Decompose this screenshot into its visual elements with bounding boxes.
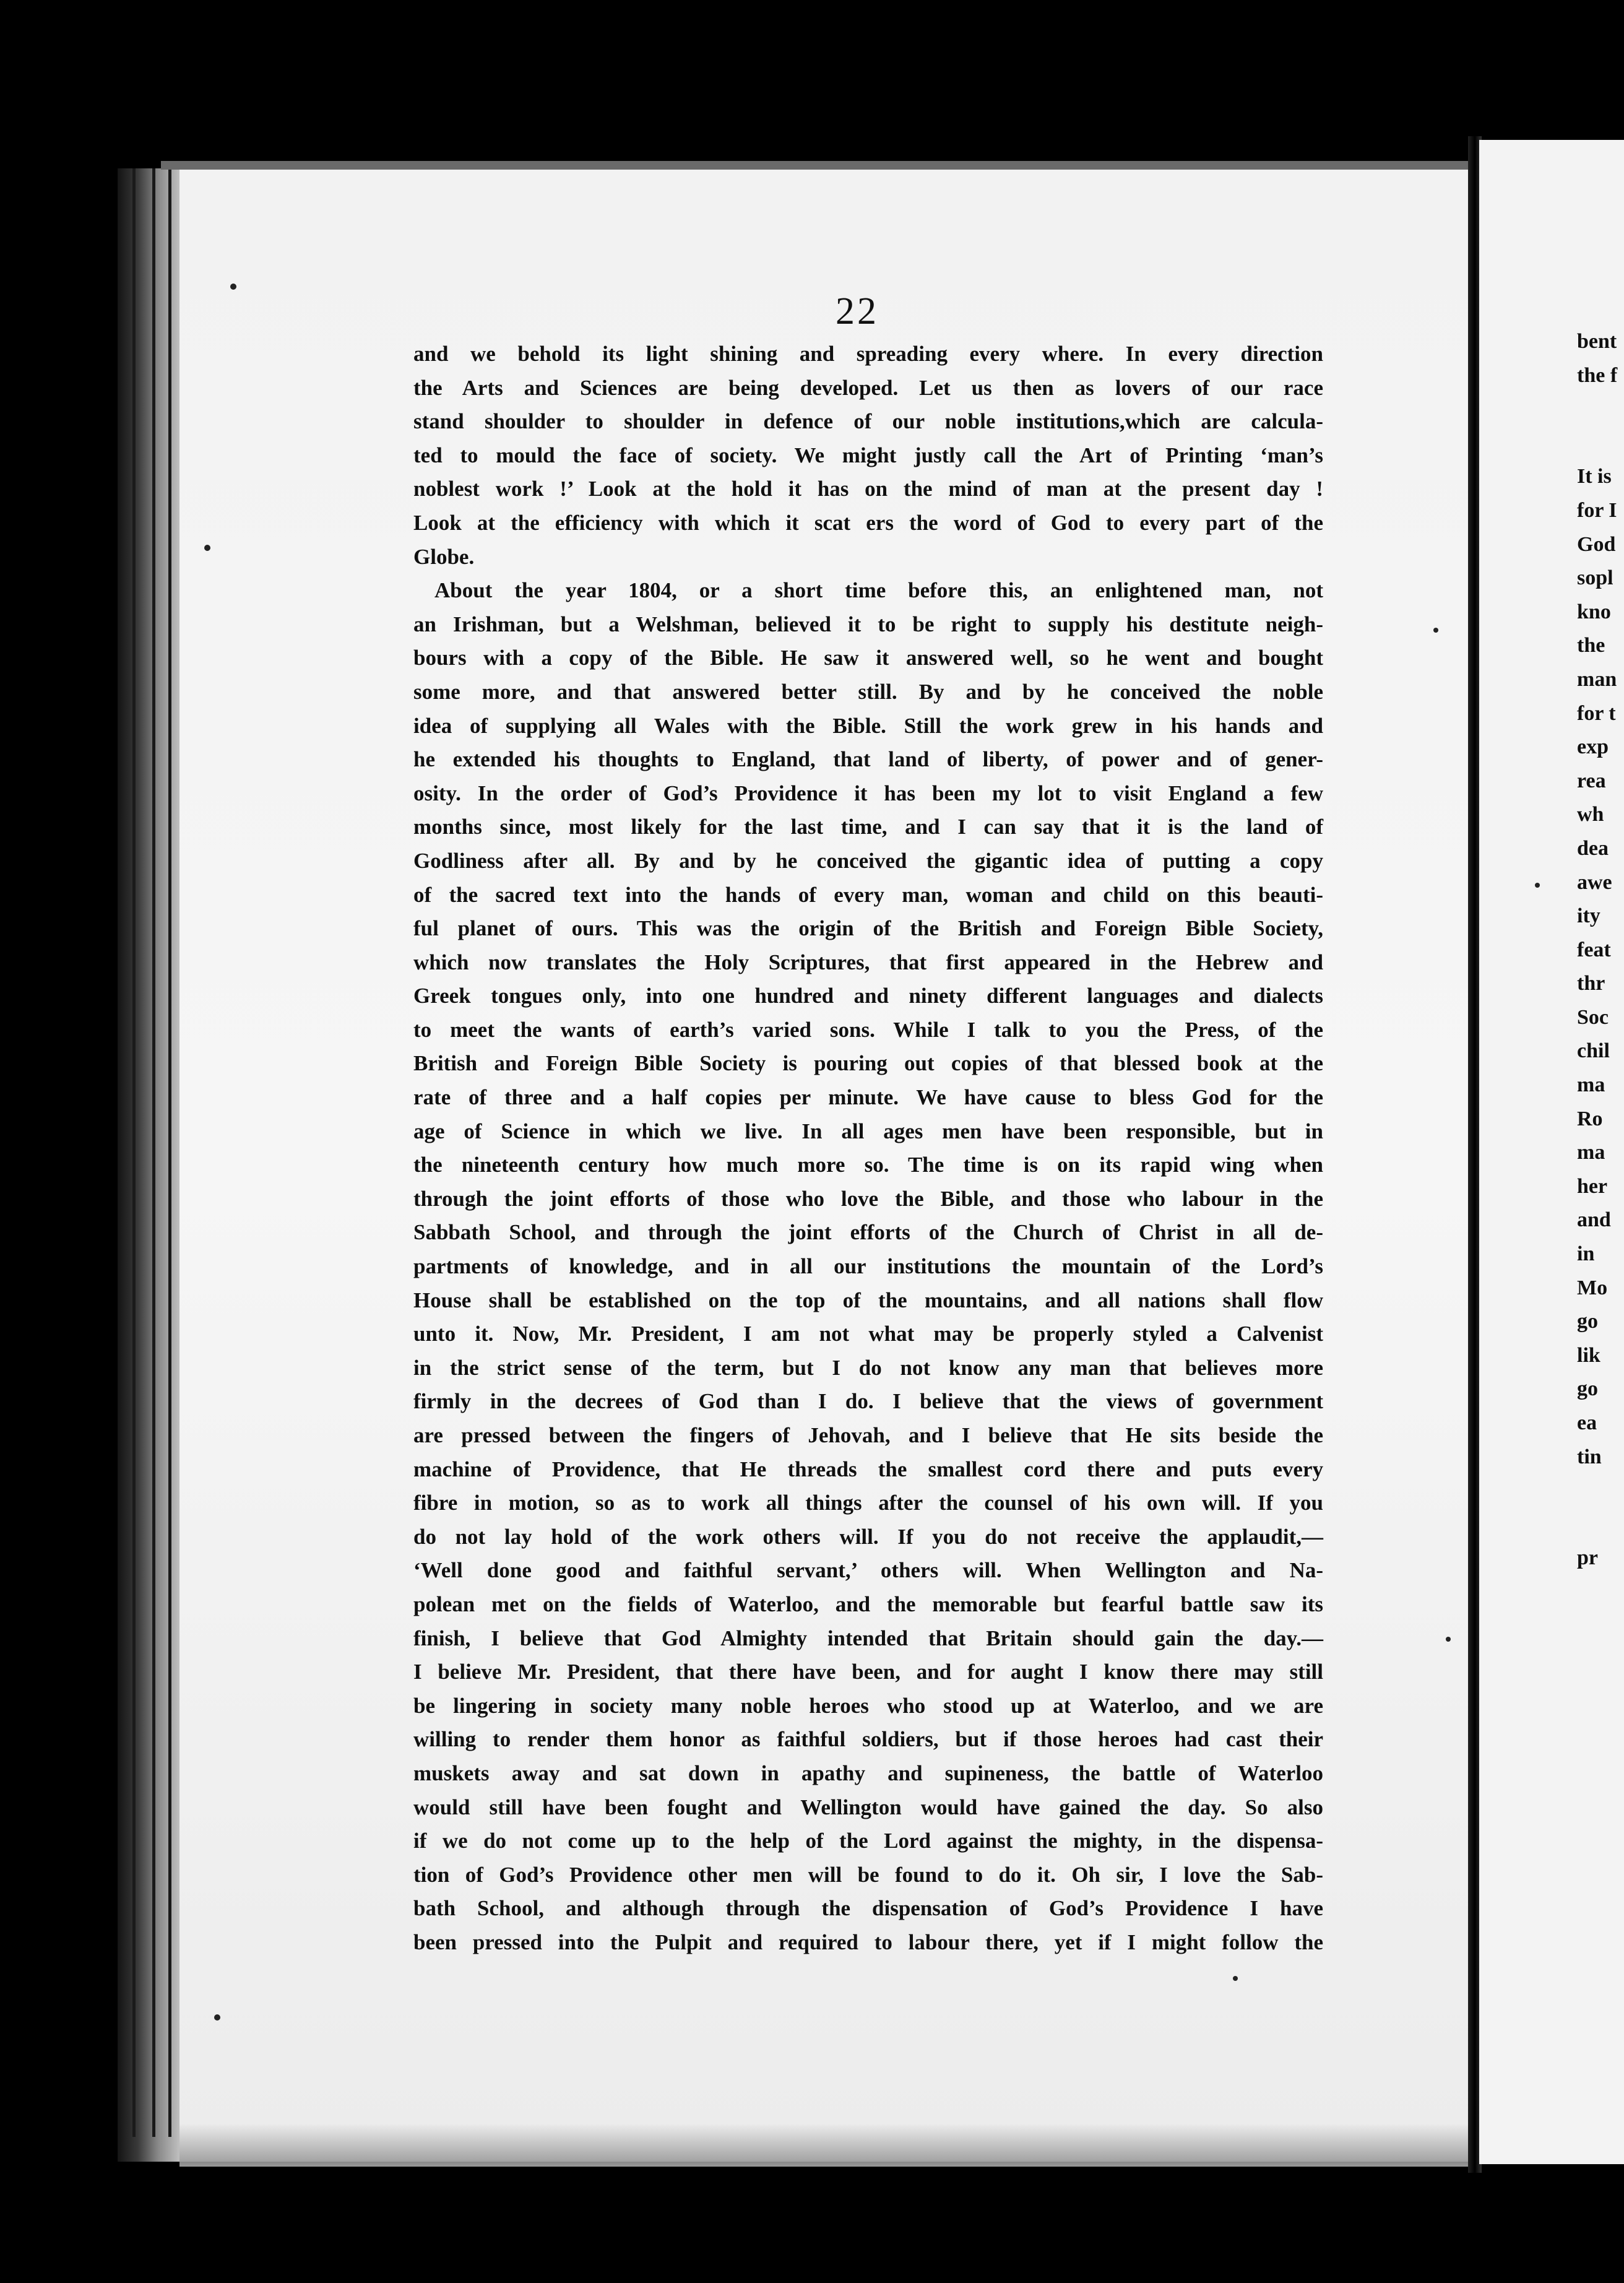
text-line: British and Foreign Bible Society is pouring out copies of that blessed book at the <box>413 1051 1323 1076</box>
text-line: unto it. Now, Mr. President, I am not what may be properly styled a Calvenist <box>413 1322 1323 1346</box>
right-page-text-line: Ro <box>1577 1107 1603 1130</box>
text-line: bours with a copy of the Bible. He saw it answered well, so he went and bought <box>413 646 1323 670</box>
text-line: osity. In the order of God’s Providence it has been my lot to visit England a few <box>413 781 1323 805</box>
text-line: in the strict sense of the term, but I do not know any man that believes more <box>413 1355 1323 1380</box>
right-page-text-line: ma <box>1577 1141 1605 1164</box>
text-line: age of Science in which we live. In all ages men have been responsible, but in <box>413 1119 1323 1143</box>
right-page-text-line: chil <box>1577 1039 1610 1063</box>
right-page-text-line: lik <box>1577 1343 1600 1367</box>
text-line: the Arts and Sciences are being developed. Let us then as lovers of our race <box>413 375 1323 400</box>
right-page-text-line <box>1577 1508 1624 1542</box>
text-line: ted to mould the face of society. We might justly call the Art of Printing ‘man’s <box>413 443 1323 467</box>
right-page-text-line: awe <box>1577 870 1612 894</box>
right-page-text-line <box>1577 1474 1624 1508</box>
right-page-text-line: feat <box>1577 938 1611 961</box>
text-line: ‘Well done good and faithful servant,’ others will. When Wellington and Na- <box>413 1558 1323 1583</box>
text-line: noblest work !’ Look at the hold it has on the mind of man at the present day ! <box>413 477 1323 501</box>
text-line: of the sacred text into the hands of every man, woman and child on this beauti- <box>413 882 1323 907</box>
text-line: fibre in motion, so as to work all things after the counsel of his own will. If you <box>413 1491 1323 1515</box>
text-line: to meet the wants of earth’s varied sons. While I talk to you the Press, of the <box>413 1017 1323 1042</box>
text-line: firmly in the decrees of God than I do. I believe that the views of government <box>413 1389 1323 1414</box>
text-line: through the joint efforts of those who love the Bible, and those who labour in the <box>413 1186 1323 1211</box>
text-line: are pressed between the fingers of Jehovah, and I believe that He sits beside the <box>413 1423 1323 1447</box>
right-page-text-line: the <box>1577 634 1605 657</box>
spine-edge-line <box>132 168 136 2137</box>
text-line: he extended his thoughts to England, that land of liberty, of power and of gener- <box>413 747 1323 772</box>
spine-edge-line <box>168 168 171 2137</box>
text-line: Greek tongues only, into one hundred and ninety different languages and dialects <box>413 984 1323 1008</box>
right-page-text-fragment <box>1577 325 1624 1575</box>
right-page-text-line: It is <box>1577 465 1612 488</box>
text-line: bath School, and although through the dispensation of God’s Providence I have <box>413 1896 1323 1921</box>
text-line: months since, most likely for the last time, and I can say that it is the land of <box>413 815 1323 839</box>
text-line: Godliness after all. By and by he conceived the gigantic idea of putting a copy <box>413 848 1323 873</box>
text-line: the nineteenth century how much more so. The time is on its rapid wing when <box>413 1153 1323 1177</box>
right-page-text-line: rea <box>1577 769 1606 792</box>
right-page-text-line: bent <box>1577 330 1617 353</box>
text-line: finish, I believe that God Almighty intended that Britain should gain the day.— <box>413 1626 1323 1650</box>
text-line: Sabbath School, and through the joint efforts of the Church of Christ in all de- <box>413 1220 1323 1245</box>
page-bottom-shadow <box>179 2123 1470 2167</box>
text-line: some more, and that answered better still. By and by he conceived the noble <box>413 679 1323 704</box>
right-page-text-line: pr <box>1577 1546 1598 1570</box>
right-page-text-line <box>1577 427 1624 461</box>
right-page-text-line <box>1577 392 1624 427</box>
right-page-text-line: go <box>1577 1310 1598 1333</box>
text-line: do not lay hold of the work others will. If you do not receive the applaudit,— <box>413 1524 1323 1549</box>
text-line: Look at the efficiency with which it scat ers the word of God to every part of the <box>413 510 1323 535</box>
text-line: partments of knowledge, and in all our institutions the mountain of the Lord’s <box>413 1254 1323 1279</box>
right-page-text-line: her <box>1577 1174 1608 1198</box>
text-line: be lingering in society many noble heroes who stood up at Waterloo, and we are <box>413 1693 1323 1718</box>
right-page-text-line: ma <box>1577 1073 1605 1097</box>
page-body-text <box>413 337 1323 1960</box>
right-page-text-line: the f <box>1577 363 1618 387</box>
scan-speck <box>214 2014 220 2021</box>
right-page-text-line: man <box>1577 667 1617 691</box>
spine-edge-line <box>152 168 155 2137</box>
page-top-edge <box>161 161 1470 170</box>
text-line: Globe. <box>413 544 475 569</box>
right-page-text-line: tin <box>1577 1445 1602 1468</box>
right-page-text-line: Mo <box>1577 1276 1608 1299</box>
scan-speck <box>1433 628 1438 633</box>
text-line: ful planet of ours. This was the origin of the British and Foreign Bible Society, <box>413 916 1323 941</box>
text-line: an Irishman, but a Welshman, believed it to be right to supply his destitute neigh- <box>413 612 1323 636</box>
right-page-text-line: and <box>1577 1208 1611 1232</box>
text-line: polean met on the fields of Waterloo, and the memorable but fearful battle saw its <box>413 1592 1323 1616</box>
text-line: been pressed into the Pulpit and required to labour there, yet if I might follow the <box>413 1930 1323 1954</box>
scan-speck <box>1535 883 1540 888</box>
text-line: About the year 1804, or a short time before this, an enlightened man, not <box>434 578 1323 603</box>
text-line: tion of God’s Providence other men will be found to do it. Oh sir, I love the Sab- <box>413 1862 1323 1887</box>
scan-speck <box>230 284 236 290</box>
right-page-text-line: in <box>1577 1242 1595 1266</box>
right-page-text-line: ea <box>1577 1411 1597 1434</box>
right-page-text-line: for I <box>1577 498 1617 522</box>
text-line: would still have been fought and Wellington would have gained the day. So also <box>413 1795 1323 1819</box>
text-line: I believe Mr. President, that there have been, and for aught I know there may still <box>413 1660 1323 1684</box>
page-number: 22 <box>836 290 879 332</box>
right-page-text-line: exp <box>1577 735 1609 759</box>
text-line: which now translates the Holy Scriptures, that first appeared in the Hebrew and <box>413 950 1323 974</box>
text-line: and we behold its light shining and spreading every where. In every direction <box>413 342 1323 366</box>
right-page-text-line: for t <box>1577 701 1616 725</box>
text-line: muskets away and sat down in apathy and supineness, the battle of Waterloo <box>413 1761 1323 1785</box>
right-page-text-line: thr <box>1577 972 1605 995</box>
text-line: if we do not come up to the help of the Lord against the mighty, in the dispensa- <box>413 1829 1323 1853</box>
right-page-text-line: kno <box>1577 600 1611 623</box>
scan-speck <box>204 545 210 551</box>
right-page-text-line: dea <box>1577 836 1609 860</box>
text-line: willing to render them honor as faithful soldiers, but if those heroes had cast their <box>413 1727 1323 1752</box>
text-line: House shall be established on the top of the mountains, and all nations shall flow <box>413 1288 1323 1312</box>
text-line: rate of three and a half copies per minute. We have cause to bless God for the <box>413 1085 1323 1110</box>
right-page-text-line: Soc <box>1577 1005 1609 1029</box>
right-page-text-line: sopl <box>1577 566 1613 590</box>
scan-speck <box>1446 1637 1451 1642</box>
scan-speck <box>1233 1976 1238 1981</box>
right-page-text-line: God <box>1577 532 1616 556</box>
right-page-text-line: go <box>1577 1377 1598 1401</box>
book-spine-shadow <box>118 168 186 2162</box>
text-line: stand shoulder to shoulder in defence of our noble institutions,which are calcula- <box>413 409 1323 434</box>
text-line: machine of Providence, that He threads the smallest cord there and puts every <box>413 1457 1323 1481</box>
right-page-text-line: ity <box>1577 904 1600 928</box>
right-page-text-line: wh <box>1577 803 1604 826</box>
text-line: idea of supplying all Wales with the Bible. Still the work grew in his hands and <box>413 713 1323 738</box>
